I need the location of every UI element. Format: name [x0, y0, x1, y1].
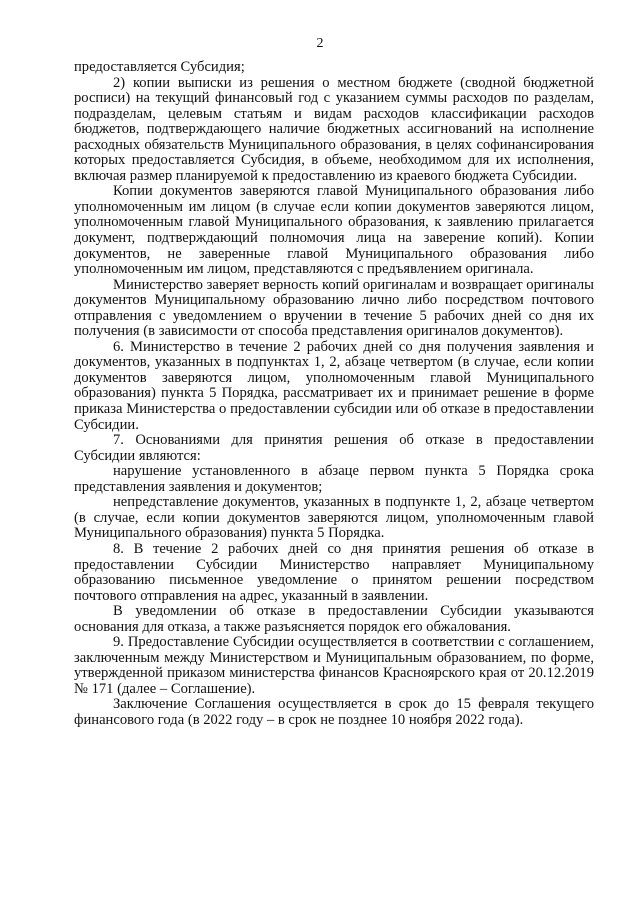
- paragraph-item-7: 7. Основаниями для принятия решения об отказе в предоставлении Субсидии являются:: [74, 432, 594, 464]
- paragraph-refusal-ground-2: непредставление документов, указанных в подпункте 1, 2, абзаце четвертом (в случае, если копии документов заверяются лицом, уполномоченным главой Муниципального образования) пункта 5 Порядка.: [74, 494, 594, 542]
- paragraph-refusal-ground-1: нарушение установленного в абзаце первом пункта 5 Порядка срока представления заявления и документов;: [74, 463, 594, 495]
- paragraph-item-8: 8. В течение 2 рабочих дней со дня принятия решения об отказе в предоставлении Субсидии Министерство направляет Муниципальному образованию письменное уведомление о принятом решении посредством почтового отправления на адрес, указанный в заявлении.: [74, 540, 594, 604]
- paragraph-ministry-verification: Министерство заверяет верность копий оригиналам и возвращает оригиналы документов Муниципальному образованию лично либо посредством почтового отправления с уведомлением о вручении в течение 5 рабочих дней со дня их получения (в зависимости от способа представления оригиналов документов).: [74, 276, 594, 340]
- paragraph-item-6: 6. Министерство в течение 2 рабочих дней со дня получения заявления и документов, указанных в подпунктах 1, 2, абзаце четвертом (в случае, если копии документов заверяются лицом, уполномоченным главой Муниципального образования) пункта 5 Порядка, рассматривает их и принимает решение в форме приказа Министерства о предоставлении субсидии или об отказе в предоставлении Субсидии.: [74, 338, 594, 433]
- paragraph-refusal-notice: В уведомлении об отказе в предоставлении Субсидии указываются основания для отказа, а также разъясняется порядок его обжалования.: [74, 603, 594, 635]
- paragraph-item-2: 2) копии выписки из решения о местном бюджете (сводной бюджетной росписи) на текущий финансовый год с указанием суммы расходов по разделам, подразделам, целевым статьям и видам расходов классификации расходов бюджетов, подтверждающего наличие бюджетных ассигнований на исполнение расходных обязательств Муниципального образования, в целях софинансирования которых предоставляется Субсидия, в объеме, необходимом для их исполнения, включая размер планируемой к предоставлению из краевого бюджета Субсидии.: [74, 74, 594, 184]
- document-body: [74, 60, 594, 729]
- paragraph-copies-certification: Копии документов заверяются главой Муниципального образования либо уполномоченным им лицом (в случае если копии документов заверяются лицом, уполномоченным главой Муниципального образования, к заявлению прилагается документ, подтверждающий полномочия лица на заверение копий). Копии документов, не заверенные главой Муниципального образования либо уполномоченным им лицом, представляются с предъявлением оригинала.: [74, 183, 594, 278]
- paragraph-agreement-deadline: Заключение Соглашения осуществляется в срок до 15 февраля текущего финансового года (в 2022 году – в срок не позднее 10 ноября 2022 года).: [74, 696, 594, 728]
- page-number: 2: [316, 36, 324, 51]
- paragraph-continuation: предоставляется Субсидия;: [74, 59, 245, 75]
- paragraph-item-9: 9. Предоставление Субсидии осуществляется в соответствии с соглашением, заключенным между Министерством и Муниципальным образованием, по форме, утвержденной приказом министерства финансов Красноярского края от 20.12.2019 № 171 (далее – Соглашение).: [74, 634, 594, 697]
